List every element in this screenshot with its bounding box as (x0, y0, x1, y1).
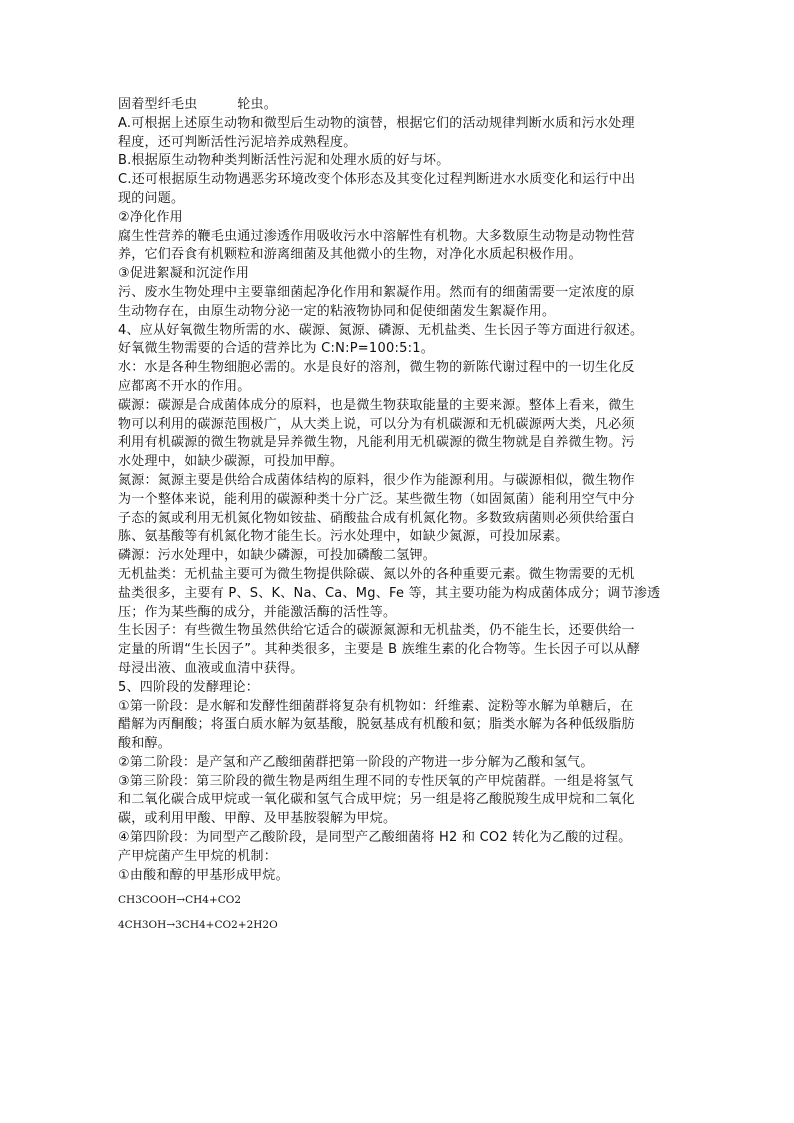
text-line: 子态的氮或利用无机氮化物如铵盐、硝酸盐合成有机氮化物。多数致病菌则必须供给蛋白 (118, 510, 635, 526)
chemical-equation: 4CH3OH→3CH4+CO2+2H2O (118, 919, 278, 932)
text-line: 无机盐类：无机盐主要可为微生物提供除碳、氮以外的各种重要元素。微生物需要的无机 (118, 566, 635, 582)
text-line: 胨、氨基酸等有机氮化物才能生长。污水处理中，如缺少氮源，可投加尿素。 (118, 529, 569, 545)
text-line: 固着型纤毛虫 轮虫。 (118, 97, 278, 112)
text-line: 物可以利用的碳源范围极广，从大类上说，可以分为有机碳源和无机碳源两大类，凡必须 (118, 416, 635, 432)
text-line: 碳源：碳源是合成菌体成分的原料，也是微生物获取能量的主要来源。整体上看来，微生 (118, 397, 635, 413)
text-line: 氮源：氮源主要是供给合成菌体结构的原料，很少作为能源利用。与碳源相似，微生物作 (118, 472, 635, 488)
text-line: 为一个整体来说，能利用的碳源种类十分广泛。某些微生物（如固氮菌）能利用空气中分 (118, 491, 635, 507)
text-line: 磷源：污水处理中，如缺少磷源，可投加磷酸二氢钾。 (118, 548, 437, 564)
text-line: 程度，还可判断活性污泥培养成熟程度。 (118, 134, 357, 150)
section-heading: ③促进絮凝和沉淀作用 (118, 266, 250, 282)
text-line: 定量的所谓“生长因子”。其种类很多，主要是 B 族维生素的化合物等。生长因子可以从酵 (118, 642, 641, 658)
text-line: 水处理中，如缺少碳源，可投加甲醇。 (118, 454, 344, 470)
text-line: B.根据原生动物种类判断活性污泥和处理水质的好与坏。 (118, 153, 450, 169)
text-line: 碳，或利用甲酸、甲醇、及甲基胺裂解为甲烷。 (118, 811, 397, 827)
text-line: 利用有机碳源的微生物就是异养微生物，凡能利用无机碳源的微生物就是自养微生物。污 (118, 435, 635, 451)
text-line: A.可根据上述原生动物和微型后生动物的演替，根据它们的活动规律判断水质和污水处理 (118, 115, 635, 131)
chemical-equation: CH3COOH→CH4+CO2 (118, 894, 242, 907)
text-line: ①由酸和醇的甲基形成甲烷。 (118, 867, 289, 883)
text-line: 现的问题。 (118, 190, 185, 206)
section-heading: ②净化作用 (118, 209, 183, 225)
text-line: 母浸出液、血液或血清中获得。 (118, 660, 304, 676)
text-line: 好氧微生物需要的合适的营养比为 C:N:P=100:5:1。 (118, 341, 435, 357)
text-line: ③第三阶段：第三阶段的微生物是两组生理不同的专性厌氧的产甲烷菌群。一组是将氢气 (118, 773, 634, 789)
text-line: 和二氧化碳合成甲烷或一氧化碳和氢气合成甲烷；另一组是将乙酸脱羧生成甲烷和二氧化 (118, 792, 635, 808)
text-line: 生长因子：有些微生物虽然供给它适合的碳源氮源和无机盐类，仍不能生长，还要供给一 (118, 623, 635, 639)
text-line: 污、废水生物处理中主要靠细菌起净化作用和絮凝作用。然而有的细菌需要一定浓度的原 (118, 284, 635, 300)
text-line: 养，它们吞食有机颗粒和游离细菌及其他微小的生物，对净化水质起积极作用。 (118, 247, 582, 263)
text-line: ①第一阶段：是水解和发酵性细菌群将复杂有机物如：纤维素、淀粉等水解为单糖后，在 (118, 698, 634, 714)
text-line: 压；作为某些酶的成分，并能激活酶的活性等。 (118, 604, 397, 620)
text-line: 水：水是各种生物细胞必需的。水是良好的溶剂，微生物的新陈代谢过程中的一切生化反 (118, 360, 635, 376)
text-line: ④第四阶段：为同型产乙酸阶段，是同型产乙酸细菌将 H2 和 CO2 转化为乙酸的过程。 (118, 830, 632, 846)
text-line: 盐类很多，主要有 P、S、K、Na、Ca、Mg、Fe 等，其主要功能为构成菌体成分；调节渗透 (118, 585, 661, 601)
text-line: 生动物存在，由原生动物分泌一定的粘液物协同和促使细菌发生絮凝作用。 (118, 303, 556, 319)
text-line: 腐生性营养的鞭毛虫通过渗透作用吸收污水中溶解性有机物。大多数原生动物是动物性营 (118, 228, 635, 244)
text-line: 产甲烷菌产生甲烷的机制： (118, 848, 278, 864)
text-line: ②第二阶段：是产氢和产乙酸细菌群把第一阶段的产物进一步分解为乙酸和氢气。 (118, 754, 594, 770)
section-heading: 5、四阶段的发酵理论： (118, 679, 260, 695)
document-page (118, 96, 686, 935)
text-line: 醋解为丙酮酸；将蛋白质水解为氨基酸，脱氨基成有机酸和氨；脂类水解为各种低级脂肪 (118, 717, 635, 733)
text-line: 酸和醇。 (118, 736, 172, 752)
text-line: 应都离不开水的作用。 (118, 378, 251, 394)
section-heading: 4、应从好氧微生物所需的水、碳源、氮源、磷源、无机盐类、生长因子等方面进行叙述。 (118, 322, 644, 338)
text-line: C.还可根据原生动物遇恶劣环境改变个体形态及其变化过程判断进水水质变化和运行中出 (118, 172, 636, 188)
